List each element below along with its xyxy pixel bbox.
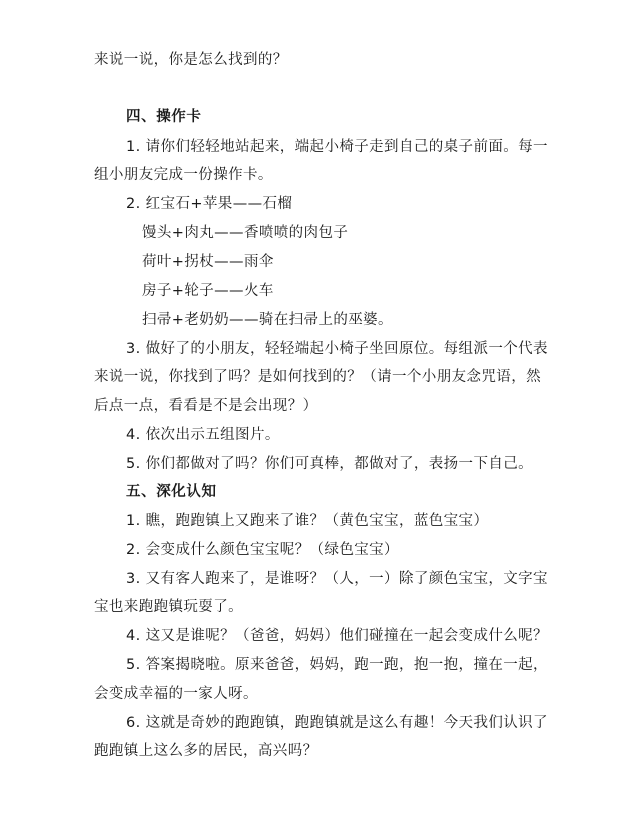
text-line: 荷叶+拐杖——雨伞 — [142, 254, 274, 270]
text-line: 组小朋友完成一份操作卡。 — [94, 167, 273, 183]
text-line: 来说一说，你是怎么找到的？ — [94, 52, 288, 68]
text-line: 房子+轮子——火车 — [142, 283, 274, 299]
text-line: 扫帚+老奶奶——骑在扫帚上的巫婆。 — [142, 312, 393, 328]
text-line: 跑跑镇上这么多的居民，高兴吗？ — [94, 743, 318, 759]
section-heading: 四、操作卡 — [126, 109, 202, 125]
text-line: 会变成幸福的一家人呀。 — [94, 686, 258, 702]
text-line: 3. 做好了的小朋友，轻轻端起小椅子坐回原位。每组派一个代表 — [126, 341, 548, 357]
text-line: 5. 你们都做对了吗？你们可真棒，都做对了，表扬一下自己。 — [126, 456, 534, 472]
text-line: 6. 这就是奇妙的跑跑镇，跑跑镇就是这么有趣！今天我们认识了 — [126, 715, 548, 731]
text-line: 宝也来跑跑镇玩耍了。 — [94, 599, 243, 615]
text-line: 1. 请你们轻轻地站起来，端起小椅子走到自己的桌子前面。每一 — [126, 139, 548, 155]
text-line: 4. 依次出示五组图片。 — [126, 427, 280, 443]
text-line: 5. 答案揭晓啦。原来爸爸，妈妈，跑一跑，抱一抱，撞在一起， — [126, 657, 548, 673]
text-line: 馒头+肉丸——香喷喷的肉包子 — [142, 225, 349, 241]
text-line: 3. 又有客人跑来了，是谁呀？（人，一）除了颜色宝宝，文字宝 — [126, 571, 548, 587]
text-line: 后点一点，看看是不是会出现？） — [94, 398, 318, 414]
text-line: 4. 这又是谁呢？（爸爸，妈妈）他们碰撞在一起会变成什么呢？ — [126, 628, 548, 644]
text-line: 来说一说，你找到了吗？是如何找到的？（请一个小朋友念咒语，然 — [94, 369, 541, 385]
text-line: 2. 红宝石+苹果——石榴 — [126, 196, 293, 212]
section-heading: 五、深化认知 — [126, 484, 217, 500]
text-line: 2. 会变成什么颜色宝宝呢？（绿色宝宝） — [126, 542, 399, 558]
text-line: 1. 瞧，跑跑镇上又跑来了谁？（黄色宝宝，蓝色宝宝） — [126, 513, 489, 529]
